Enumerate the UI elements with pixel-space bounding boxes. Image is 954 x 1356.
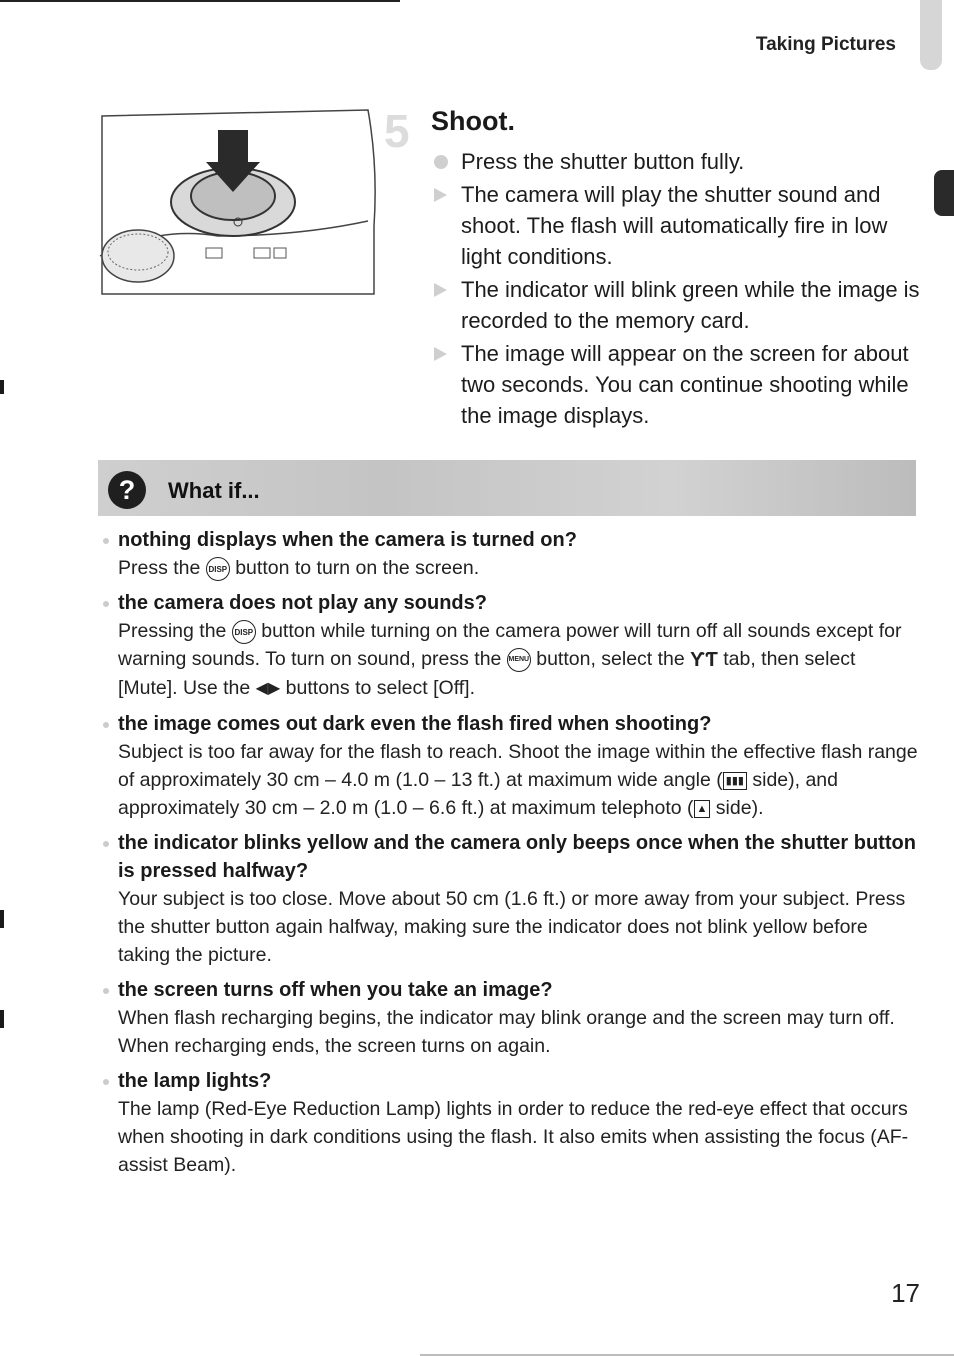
step-title: Shoot.: [431, 106, 515, 136]
result-line: The indicator will blink green while the image is recorded to the memory card.: [432, 274, 922, 336]
faq-question: the image comes out dark even the flash fired when shooting?: [100, 710, 920, 738]
faq-question: the camera does not play any sounds?: [100, 589, 920, 617]
faq-answer: When flash recharging begins, the indicator may blink orange and the screen may turn off. When recharging ends, the screen turns on again.: [118, 1006, 895, 1057]
chapter-marker: [934, 170, 954, 216]
step-instructions: [432, 146, 922, 433]
chapter-tab: [920, 0, 942, 70]
margin-mark: [0, 910, 4, 928]
faq-answer: Press the DISP button to turn on the screen.: [118, 557, 480, 579]
result-arrow-icon: [434, 188, 447, 202]
top-rule: [0, 0, 400, 2]
step-number: 5: [384, 105, 410, 157]
question-icon: ?: [108, 471, 146, 509]
telephoto-icon: ▲: [694, 800, 711, 818]
faq-answer: Subject is too far away for the flash to reach. Shoot the image within the effective flash range of approximately 30 cm – 4.0 m (1.0 – 13 ft.) at maximum wide angle ( ▮▮▮ side), and approximately 30 cm – 2.0 m (1.0 – 6.6 ft.) at maximum telephoto ( ▲ side).: [118, 740, 918, 819]
left-right-arrows-icon: ◀▶: [255, 679, 281, 697]
page-number: 17: [891, 1278, 920, 1308]
settings-tab-icon: ƳƬ: [690, 648, 718, 671]
faq-item: [100, 1067, 920, 1179]
result-arrow-icon: [434, 347, 447, 361]
result-line: The image will appear on the screen for about two seconds. You can continue shooting while the image displays.: [432, 338, 922, 431]
what-if-banner: [98, 460, 916, 516]
disp-button-icon: DISP: [206, 557, 230, 581]
shutter-button-illustration: [98, 106, 380, 298]
what-if-title: What if...: [168, 478, 260, 503]
faq-question: the lamp lights?: [100, 1067, 920, 1095]
wide-angle-icon: ▮▮▮: [723, 772, 747, 790]
faq-question: the indicator blinks yellow and the camera only beeps once when the shutter button is pressed halfway?: [100, 829, 920, 885]
faq-item: [100, 976, 920, 1060]
faq-question: nothing displays when the camera is turned on?: [100, 526, 920, 554]
section-title: Taking Pictures: [755, 34, 896, 55]
faq-question: the screen turns off when you take an image?: [100, 976, 920, 1004]
margin-mark: [0, 380, 4, 394]
result-line: The camera will play the shutter sound and shoot. The flash will automatically fire in low light conditions.: [432, 179, 922, 272]
faq-item: [100, 589, 920, 703]
margin-mark: [0, 1010, 4, 1028]
action-bullet-icon: [434, 155, 448, 169]
what-if-list: [100, 526, 920, 1186]
faq-item: [100, 710, 920, 822]
disp-button-icon: DISP: [232, 620, 256, 644]
action-line: Press the shutter button fully.: [432, 146, 922, 177]
faq-answer: Pressing the DISP button while turning on the camera power will turn off all sounds except for warning sounds. To turn on sound, press the MENU button, select the ƳƬ tab, then select [Mute]. Use the ◀▶ buttons to select [Off].: [100, 617, 920, 703]
result-arrow-icon: [434, 283, 447, 297]
faq-answer: Your subject is too close. Move about 50 cm (1.6 ft.) or more away from your subject. Press the shutter button again halfway, making sure the indicator does not blink yellow before taking the picture.: [118, 887, 906, 966]
faq-item: [100, 829, 920, 969]
faq-item: [100, 526, 920, 582]
menu-button-icon: MENU: [507, 648, 531, 672]
faq-answer: The lamp (Red-Eye Reduction Lamp) lights in order to reduce the red-eye effect that occurs when shooting in dark conditions using the flash. It also emits when assisting the focus (AF-assist Beam).: [118, 1097, 909, 1176]
